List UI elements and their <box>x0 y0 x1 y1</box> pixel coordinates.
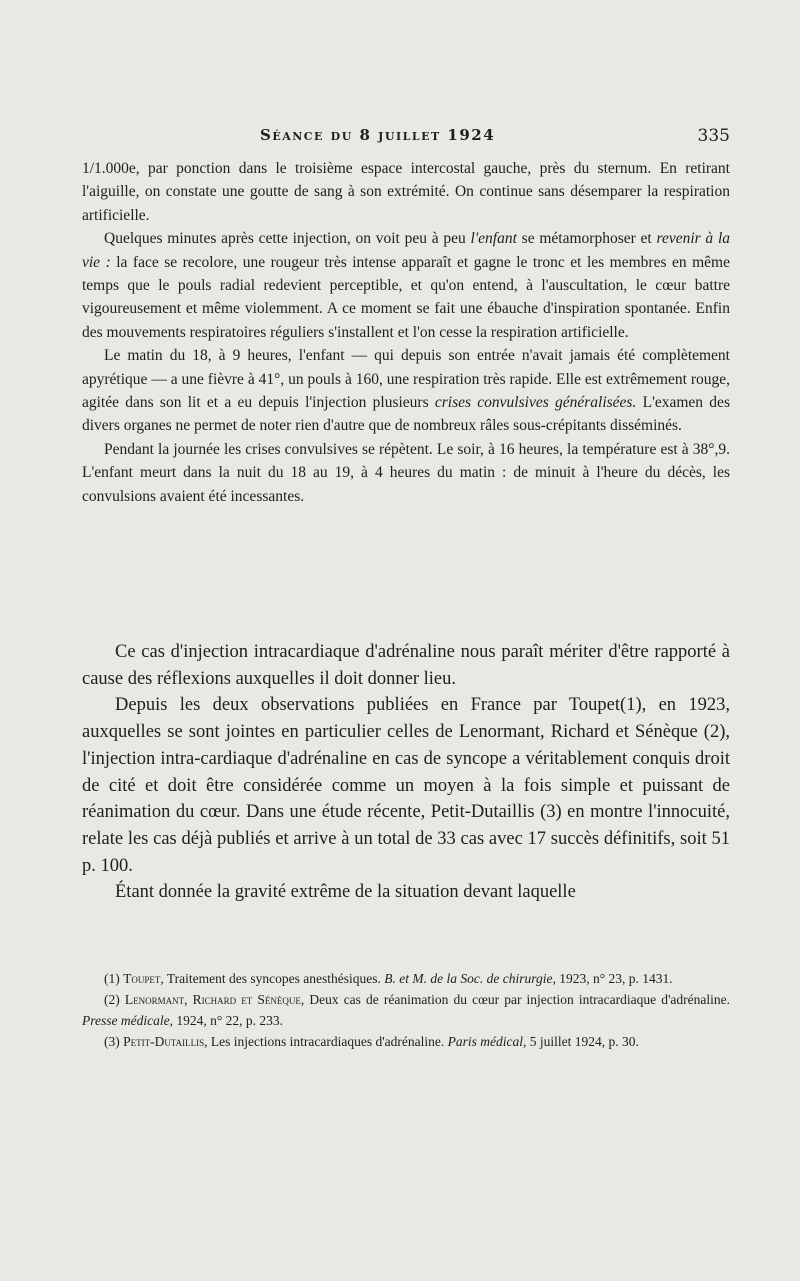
footnote-tail: , 1923, n° 23, p. 1431. <box>552 971 673 986</box>
footnote-2 <box>82 989 730 1031</box>
footnote-text: , Deux cas de réanimation du cœur par injection intracardiaque d'adrénaline. <box>300 992 730 1007</box>
page-number: 335 <box>697 126 730 146</box>
case-paragraph-4: Pendant la journée les crises convulsives se répètent. Le soir, à 16 heures, la température est à 38°,9. L'enfant meurt dans la nuit du 18 au 19, à 4 heures du matin : de minuit à l'heure du décès, les convulsions avaient été incessantes. <box>82 440 730 505</box>
footnote-author: Petit-Dutaillis <box>123 1034 205 1049</box>
case-p2-emphasis-revive: revenir à la vie : <box>82 230 730 271</box>
footnote-text: , Les injections intracardiaques d'adrénaline. <box>204 1034 448 1049</box>
footnote-number: (2) <box>104 992 120 1007</box>
footnote-number: (3) <box>104 1034 120 1049</box>
footnote-tail: , 1924, n° 22, p. 233. <box>169 1013 283 1028</box>
footnote-source: Presse médicale <box>82 1013 170 1028</box>
case-p3-emphasis: crises convulsives généralisées. <box>434 394 637 412</box>
footnotes <box>82 968 730 1052</box>
discussion-section <box>82 639 730 906</box>
footnote-source: Paris médical <box>447 1034 523 1049</box>
case-report-section <box>82 157 730 508</box>
running-head <box>82 126 730 150</box>
case-p2-emphasis-child: l'enfant <box>470 230 517 248</box>
case-paragraph-1: 1/1.000e, par ponction dans le troisième espace intercostal gauche, près du sternum. En retirant l'aiguille, on constate une goutte de sang à son extrémité. On continue sans désemparer la respiration artificielle. <box>82 160 730 224</box>
footnote-tail: , 5 juillet 1924, p. 30. <box>522 1034 639 1049</box>
discussion-paragraph-3: Étant donnée la gravité extrême de la situation devant laquelle <box>115 882 576 903</box>
footnote-author: Lenormant, Richard et Sénèque <box>124 992 301 1007</box>
discussion-paragraph-1: Ce cas d'injection intracardiaque d'adrénaline nous paraît mériter d'être rapporté à cause des réflexions auxquelles il doit donner lieu. <box>82 642 730 689</box>
case-p2-part-c: la face se recolore, une rougeur très intense apparaît et gagne le tronc et les membres en même temps que le pouls radial redevient perceptible, et qu'on entend, à l'auscultation, le cœur battre vigoureusement et même violemment. A ce moment se fait une ébauche d'inspiration spontanée. Enfin des mouvements respiratoires réguliers s'installent et l'on cesse la respiration artificielle. <box>82 253 730 341</box>
footnote-author: Toupet <box>123 971 161 986</box>
case-p3-part-a: Le matin du 18, à 9 heures, l'enfant — qui depuis son entrée n'avait jamais été complètement apyrétique — a une fièvre à 41°, un pouls à 160, une respiration très rapide. Elle est extrêmement rouge, agitée dans son lit et a eu depuis l'injection plusieurs <box>82 347 730 412</box>
case-paragraph-3 <box>82 344 730 438</box>
footnote-number: (1) <box>104 971 120 986</box>
footnote-3 <box>82 1031 730 1052</box>
running-head-title: Séance du 8 juillet 1924 <box>260 126 496 144</box>
case-paragraph-2 <box>82 227 730 344</box>
case-p3-part-b: L'examen des divers organes ne permet de noter rien d'autre que de nombreux râles sous-crépitants disséminés. <box>82 394 730 435</box>
footnote-source: B. et M. de la Soc. de chirurgie <box>384 971 553 986</box>
case-p2-part-a: Quelques minutes après cette injection, on voit peu à peu <box>104 230 471 248</box>
footnote-text: , Traitement des syncopes anesthésiques. <box>160 971 385 986</box>
footnote-1 <box>82 968 730 989</box>
case-p2-part-b: se métamorphoser et <box>516 230 657 248</box>
discussion-paragraph-2: Depuis les deux observations publiées en France par Toupet(1), en 1923, auxquelles se sont jointes en particulier celles de Lenormant, Richard et Sénèque (2), l'injection intra-cardiaque d'adrénaline en cas de syncope a véritablement conquis droit de cité et doit être considérée comme un moyen à la fois simple et puissant de réanimation du cœur. Dans une étude récente, Petit-Dutaillis (3) en montre l'innocuité, relate les cas déjà publiés et arrive à un total de 33 cas avec 17 succès définitifs, soit 51 p. 100. <box>82 695 730 876</box>
